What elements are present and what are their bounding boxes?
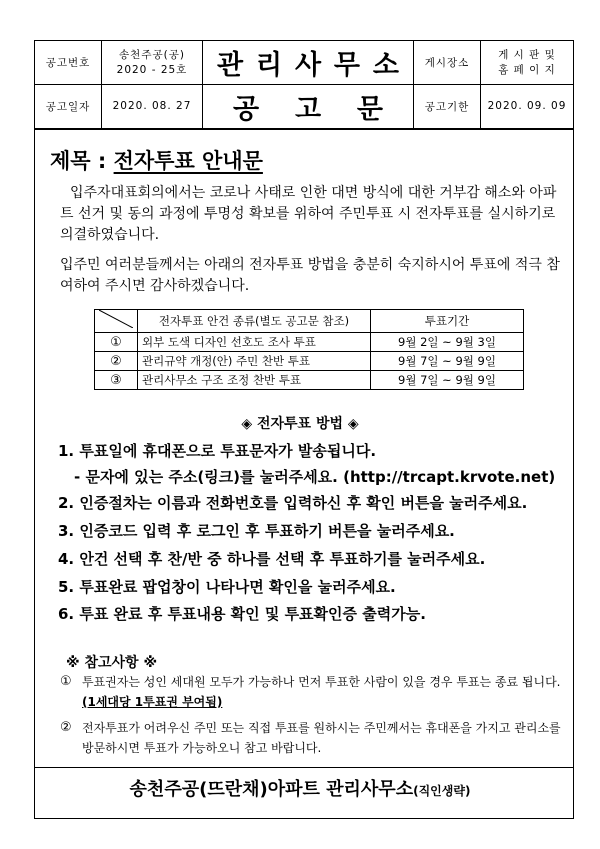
row-number: ② bbox=[95, 352, 138, 371]
diagonal-line bbox=[99, 310, 133, 328]
notice-date-label: 공고일자 bbox=[35, 85, 102, 129]
intro-paragraph-2: 입주민 여러분들께서는 아래의 전자투표 방법을 충분히 숙지하시어 투표에 적극 참여하여 주시면 감사하겠습니다. bbox=[60, 257, 560, 294]
row-period: 9월 2일 ~ 9월 3일 bbox=[371, 333, 524, 352]
header-agenda-kind: 전자투표 안건 종류(별도 공고문 참조) bbox=[138, 310, 371, 333]
row-agenda: 관리규약 개정(안) 주민 찬반 투표 bbox=[138, 352, 371, 371]
table-header-row bbox=[95, 310, 524, 333]
office-title-char: 무 bbox=[333, 50, 360, 81]
diagonal-header-cell bbox=[95, 310, 138, 333]
note-2 bbox=[60, 718, 565, 758]
method-title: ◈ 전자투표 방법 ◈ bbox=[241, 416, 359, 432]
title-text: 전자투표 안내문 bbox=[113, 149, 263, 173]
row-agenda: 관리사무소 구조 조정 찬반 투표 bbox=[138, 371, 371, 390]
step-1: 1. 투표일에 휴대폰으로 투표문자가 발송됩니다. bbox=[58, 442, 377, 460]
deadline-label: 공고기한 bbox=[414, 85, 481, 129]
notice-number bbox=[102, 41, 203, 85]
note-1 bbox=[60, 672, 565, 712]
office-title-char: 관 bbox=[217, 50, 244, 81]
row-agenda: 외부 도색 디자인 선호도 조사 투표 bbox=[138, 333, 371, 352]
notice-number-label: 공고번호 bbox=[35, 41, 102, 85]
footer-signature bbox=[0, 775, 600, 801]
table-row bbox=[95, 333, 524, 352]
notice-number-line2: 2020 - 25호 bbox=[116, 63, 188, 76]
post-place bbox=[481, 41, 574, 85]
office-title bbox=[203, 41, 414, 85]
notice-date: 2020. 08. 27 bbox=[102, 85, 203, 129]
notice-number-line1: 송천주공(공) bbox=[119, 48, 185, 61]
step-2: 2. 인증절차는 이름과 전화번호를 입력하신 후 확인 버튼을 눌러주세요. bbox=[58, 494, 528, 512]
step-3: 3. 인증코드 입력 후 로그인 후 투표하기 버튼을 눌러주세요. bbox=[58, 522, 455, 540]
office-title-char: 사 bbox=[294, 50, 322, 81]
notice-header-table bbox=[34, 40, 574, 130]
note-2-text: 전자투표가 어려우신 주민 또는 직접 투표를 원하시는 주민께서는 휴대폰을 가지고 관리소를 방문하시면 투표가 가능하오니 참고 바랍니다. bbox=[82, 721, 561, 755]
note-1-marker: ① bbox=[60, 674, 72, 689]
table-row bbox=[95, 371, 524, 390]
office-title-char: 소 bbox=[372, 50, 399, 81]
row-number: ① bbox=[95, 333, 138, 352]
office-name: 송천주공(뜨란채)아파트 관리사무소 bbox=[129, 779, 414, 800]
title-prefix: 제목 : bbox=[50, 149, 114, 173]
notes-title: ※ 참고사항 ※ bbox=[66, 655, 158, 671]
note-2-marker: ② bbox=[60, 720, 72, 735]
post-place-label: 게시장소 bbox=[414, 41, 481, 85]
step-4: 4. 안건 선택 후 찬/반 중 하나를 선택 후 투표하기를 눌러주세요. bbox=[58, 550, 486, 568]
notice-title-char: 고 bbox=[294, 93, 322, 125]
header-vote-period: 투표기간 bbox=[371, 310, 524, 333]
notice-title bbox=[203, 85, 414, 129]
intro-paragraph-1: 입주자대표회의에서는 코로나 사태로 인한 대면 방식에 대한 거부감 해소와 아파트 선거 및 동의 과정에 투명성 확보를 위하여 주민투표 시 전자투표를 실시하기로 의결하였습니다. bbox=[60, 185, 557, 243]
seal-note: (직인생략) bbox=[413, 784, 471, 798]
post-place-line1: 게 시 판 및 bbox=[498, 48, 556, 61]
note-1-text: 투표권자는 성인 세대원 모두가 가능하나 먼저 투표한 사람이 있을 경우 투표는 종료 됩니다. bbox=[82, 675, 561, 689]
post-place-line2: 홈 페 이 지 bbox=[498, 63, 556, 76]
page-title bbox=[50, 145, 263, 175]
row-period: 9월 7일 ~ 9월 9일 bbox=[371, 371, 524, 390]
footer-divider bbox=[34, 767, 574, 768]
deadline: 2020. 09. 09 bbox=[481, 85, 574, 129]
notice-title-char: 문 bbox=[356, 93, 383, 125]
step-6: 6. 투표 완료 후 투표내용 확인 및 투표확인증 출력가능. bbox=[58, 605, 426, 623]
table-row bbox=[95, 352, 524, 371]
step-5: 5. 투표완료 팝업창이 나타나면 확인을 눌러주세요. bbox=[58, 578, 396, 596]
step-1-link: - 문자에 있는 주소(링크)를 눌러주세요. (http://trcapt.krvote.net) bbox=[74, 468, 556, 486]
note-1-emphasis: (1세대당 1투표권 부여됨) bbox=[82, 695, 223, 709]
row-number: ③ bbox=[95, 371, 138, 390]
row-period: 9월 7일 ~ 9월 9일 bbox=[371, 352, 524, 371]
office-title-char: 리 bbox=[255, 50, 283, 81]
vote-agenda-table bbox=[94, 309, 524, 390]
notice-title-char: 공 bbox=[233, 93, 260, 125]
